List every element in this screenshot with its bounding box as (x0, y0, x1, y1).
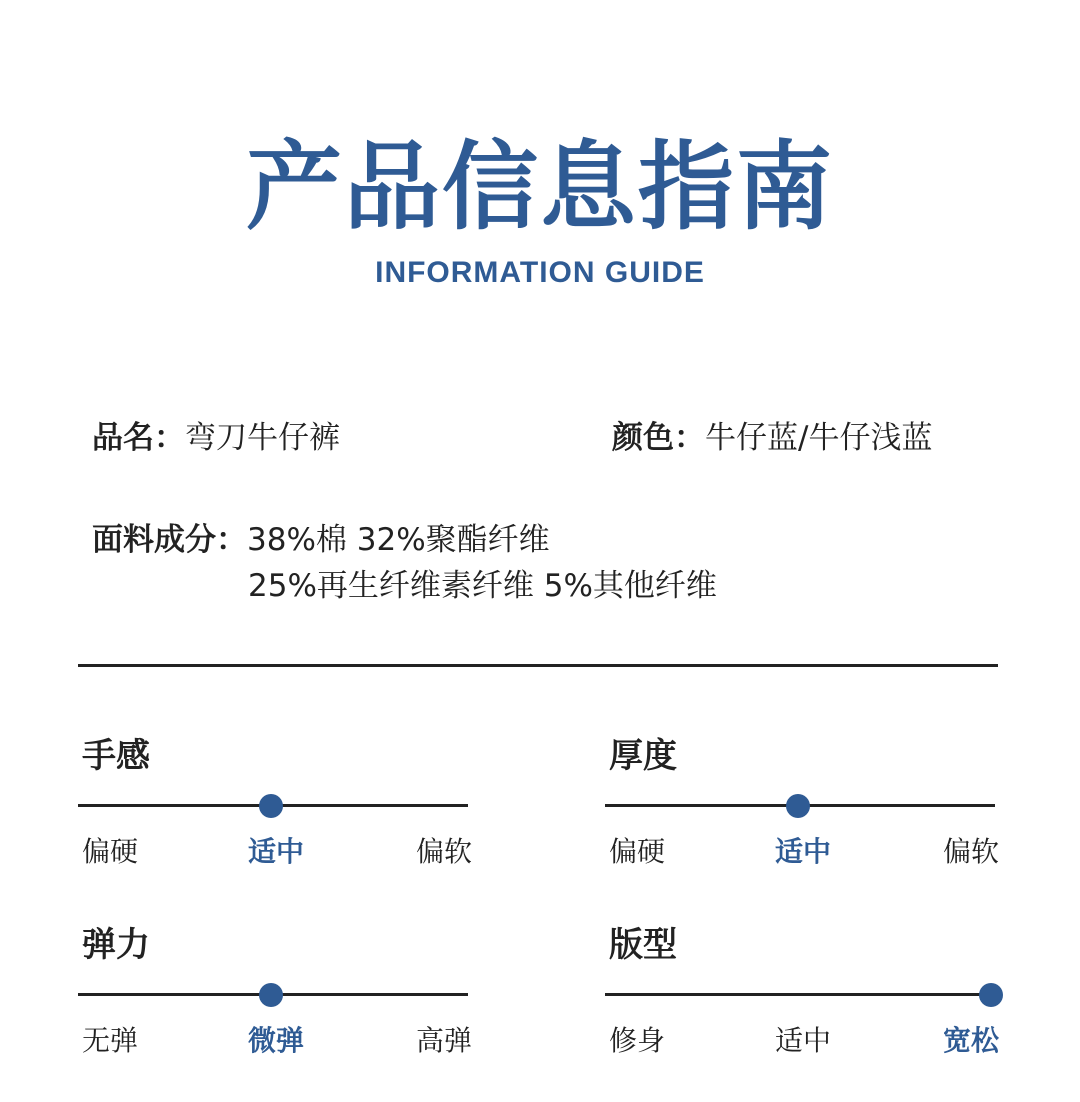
scale-option: 偏软 (416, 835, 473, 868)
scale-option: 修身 (609, 1024, 666, 1057)
attribute-title: 版型 (609, 925, 677, 965)
scale-option: 偏软 (943, 835, 1000, 868)
fabric-composition (92, 520, 550, 560)
scale-option: 微弹 (248, 1024, 305, 1057)
scale-option: 适中 (775, 835, 832, 868)
fabric-line-1: 38%棉 32%聚酯纤维 (247, 522, 550, 558)
product-color-value: 牛仔蓝/牛仔浅蓝 (705, 420, 933, 456)
scale-option: 适中 (775, 1024, 832, 1057)
product-name-label: 品名： (92, 420, 185, 456)
scale-option: 无弹 (82, 1024, 139, 1057)
scale-indicator (786, 794, 810, 818)
page-title: 产品信息指南 (246, 131, 834, 243)
product-color-label: 颜色： (612, 420, 705, 456)
attribute-title: 厚度 (609, 736, 677, 776)
scale-indicator (259, 983, 283, 1007)
scale-option: 偏硬 (82, 835, 139, 868)
scale-option: 宽松 (943, 1024, 1000, 1057)
fabric-label: 面料成分： (92, 522, 247, 558)
attribute-title: 弹力 (82, 925, 150, 965)
attribute-elasticity (78, 923, 508, 1073)
section-divider (78, 664, 998, 667)
product-color (612, 418, 932, 458)
product-name-value: 弯刀牛仔裤 (185, 420, 340, 456)
attribute-thickness (605, 734, 1035, 884)
attribute-fit (605, 923, 1035, 1073)
scale-indicator (979, 983, 1003, 1007)
scale-track (605, 993, 995, 996)
product-name (92, 418, 340, 458)
scale-option: 适中 (248, 835, 305, 868)
attribute-title: 手感 (82, 736, 150, 776)
scale-option: 高弹 (416, 1024, 473, 1057)
scale-indicator (259, 794, 283, 818)
scale-option: 偏硬 (609, 835, 666, 868)
fabric-line-2: 25%再生纤维素纤维 5%其他纤维 (248, 568, 717, 604)
page-subtitle: INFORMATION GUIDE (375, 256, 705, 289)
attribute-feel (78, 734, 508, 884)
